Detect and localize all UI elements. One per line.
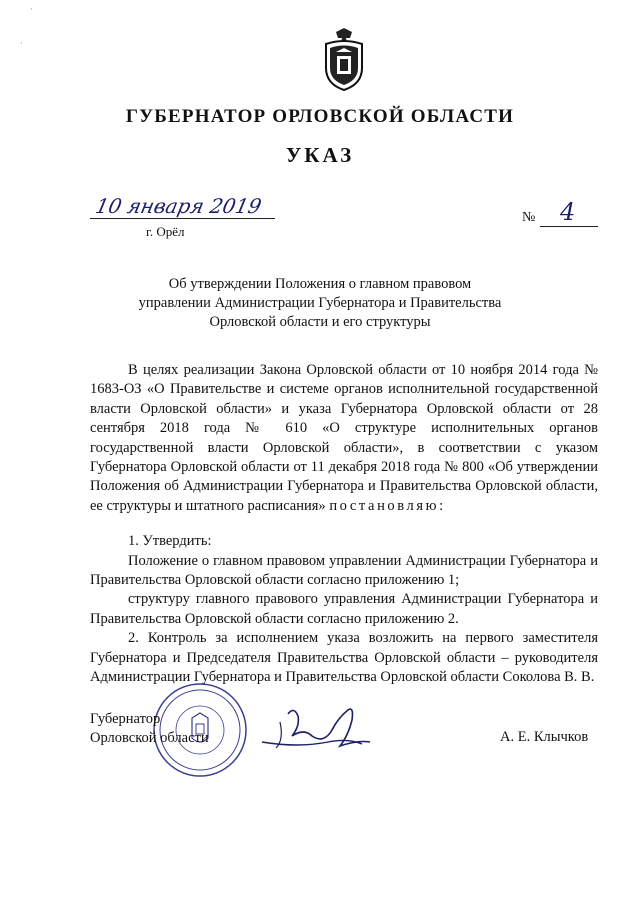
item-1-title: 1. Утвердить: [128, 533, 212, 550]
subject-line: Орловской области и его структуры [209, 314, 431, 330]
signatory-name: А. Е. Клычков [500, 729, 589, 745]
preamble-paragraph [90, 361, 598, 516]
subject-line: управлении Администрации Губернатора и Правительства [138, 295, 502, 311]
date-handwritten: 10 января 2019 [93, 194, 264, 218]
number-underline [540, 226, 598, 227]
signatory-position [90, 710, 209, 748]
decree-word: постановляю: [329, 497, 446, 514]
document-subject [120, 275, 520, 332]
document-type-title: УКАЗ [285, 143, 355, 167]
scan-mark: · [20, 38, 23, 48]
position-line: Орловской области [90, 730, 209, 746]
organization-title: ГУБЕРНАТОР ОРЛОВСКОЙ ОБЛАСТИ [125, 106, 515, 127]
position-line: Губернатор [90, 711, 161, 727]
coat-of-arms-emblem [322, 28, 366, 92]
document-body [90, 361, 598, 688]
item-2-paragraph: 2. Контроль за исполнением указа возложить на первого заместителя Губернатора и Председателя Правительства Орловской области – руководителя Администрации Губернатора и Правительства Орловской области Соколова В. В. [90, 630, 598, 686]
item-1a-paragraph: Положение о главном правовом управлении Администрации Губернатора и Правительства Орловской области согласно приложению 1; [90, 552, 598, 589]
date-underline [90, 218, 275, 219]
number-handwritten: 4 [560, 198, 576, 226]
preamble-text: В целях реализации Закона Орловской области от 10 ноября 2014 года № 1683-ОЗ «О Правительстве и системе органов исполнительной государственной власти Орловской области» и указа Губернатора Орловской области от 28 сентября 2018 года № 610 «О структуре исполнительных органов государственной власти Орловской области», в соответствии с указом Губернатора Орловской области от 11 декабря 2018 года № 800 «Об утверждении Положения об Администрации Губернатора и Правительства Орловской области, ее структуры и штатного расписания» [90, 362, 598, 514]
subject-line: Об утверждении Положения о главном правовом [168, 276, 472, 292]
item-1b-paragraph: структуру главного правового управления Администрации Губернатора и Правительства Орловской области согласно приложению 2. [90, 591, 598, 627]
city-label: г. Орёл [146, 224, 185, 239]
handwritten-signature [258, 700, 378, 760]
number-label: № [522, 210, 536, 225]
scan-mark: · [30, 4, 33, 14]
